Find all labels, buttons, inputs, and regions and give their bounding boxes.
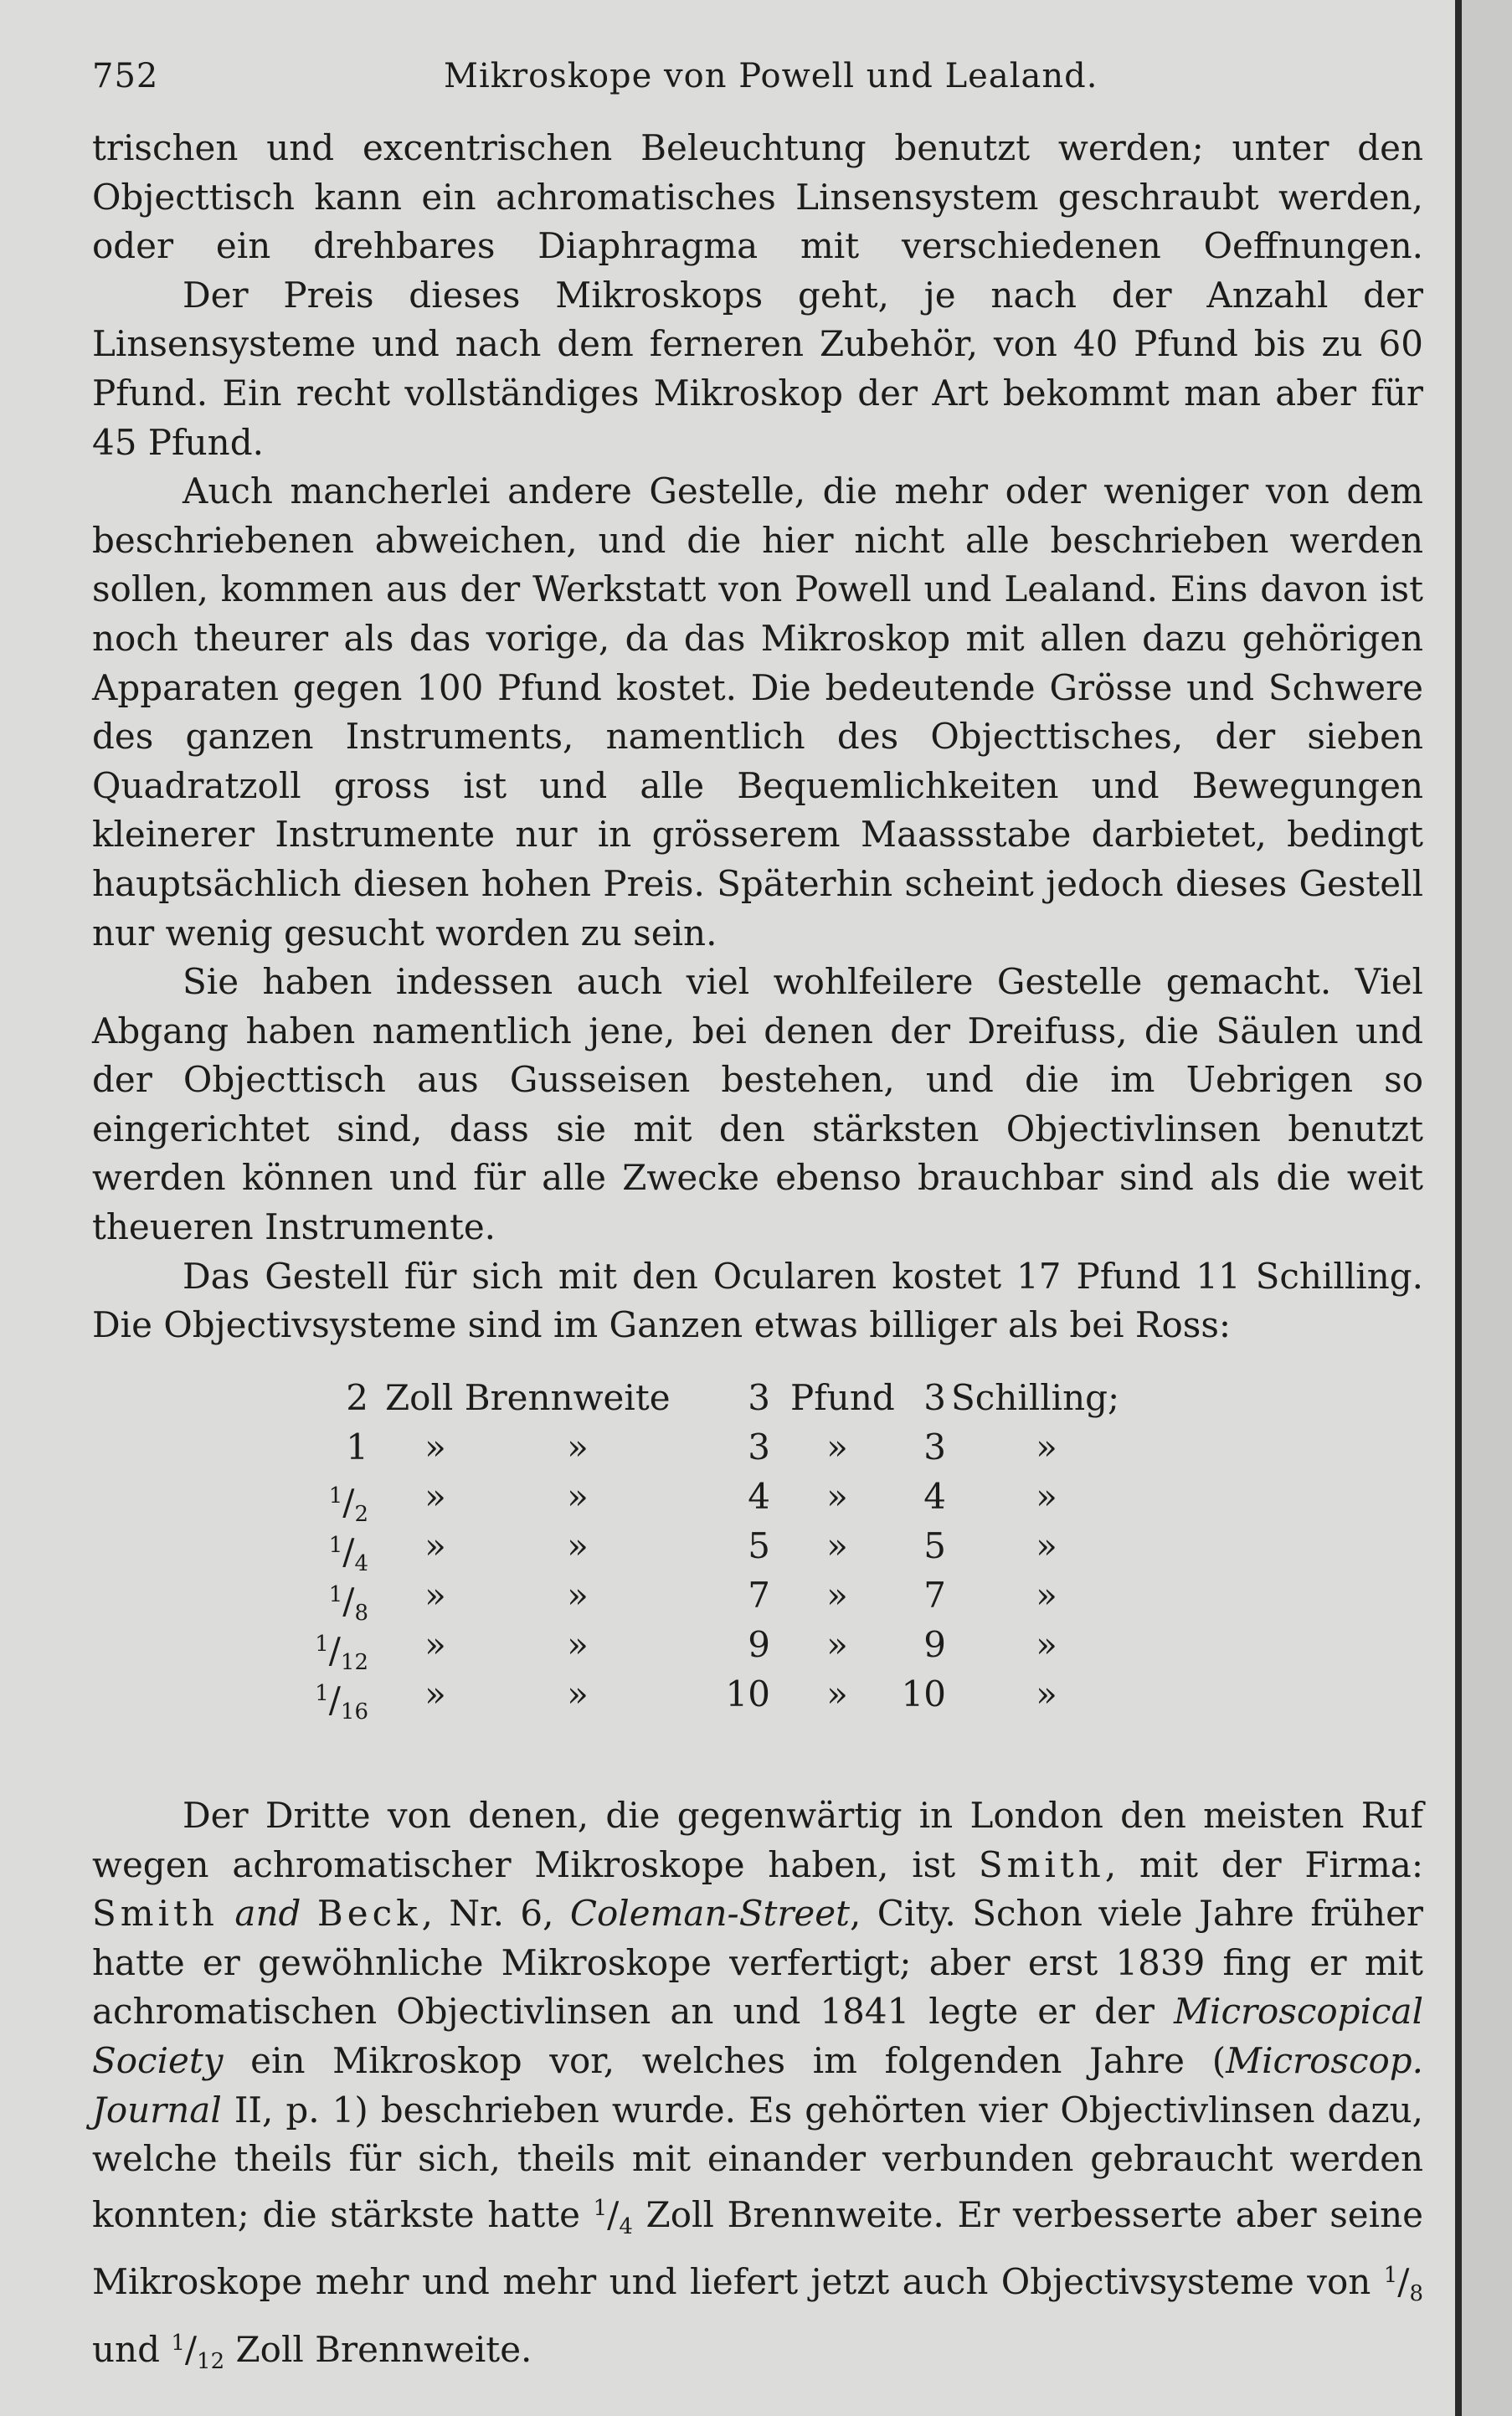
price-pfund: 7 <box>748 1575 770 1616</box>
price-pfund: 10 <box>725 1673 770 1714</box>
ditto-mark: » <box>826 1575 848 1616</box>
ditto-mark: » <box>567 1476 589 1517</box>
ditto-mark: » <box>826 1624 848 1665</box>
price-schilling: 10 <box>901 1673 946 1714</box>
ditto-mark: » <box>424 1673 446 1714</box>
ditto-mark: » <box>1036 1624 1057 1665</box>
ditto-mark: » <box>567 1624 589 1665</box>
price-schilling: 7 <box>923 1575 946 1616</box>
schilling-unit: Schilling; <box>951 1377 1120 1418</box>
focal-length: $^1/_2$ <box>328 1482 368 1527</box>
price-table <box>310 1373 1120 1725</box>
unit: Zoll Brennweite <box>385 1377 671 1418</box>
price-schilling: 5 <box>923 1525 946 1566</box>
price-pfund: 9 <box>748 1624 770 1665</box>
focal-length: 1 <box>346 1426 368 1468</box>
ditto-mark: » <box>424 1624 446 1665</box>
ditto-mark: » <box>567 1426 589 1468</box>
running-header <box>92 57 1423 107</box>
price-pfund: 3 <box>748 1426 770 1468</box>
page-edge <box>1455 0 1462 2416</box>
ditto-mark: » <box>567 1575 589 1616</box>
page-number: 752 <box>92 57 159 95</box>
ditto-mark: » <box>1036 1476 1057 1517</box>
ditto-mark: » <box>567 1525 589 1566</box>
price-pfund: 3 <box>748 1377 770 1418</box>
ditto-mark: » <box>826 1476 848 1517</box>
paragraph: Das Gestell für sich mit den Ocularen kostet 17 Pfund 11 Schilling. Die Objectivsysteme sind im Ganzen etwas billiger als bei Ross: <box>92 1255 1423 1346</box>
table-row <box>310 1422 1113 1472</box>
price-pfund: 4 <box>748 1476 770 1517</box>
body-text-top <box>92 124 1423 1350</box>
table-row <box>310 1472 1113 1527</box>
body-text-bottom <box>92 1791 1423 2387</box>
page-edge-shadow <box>1462 0 1512 2416</box>
ditto-mark: » <box>1036 1525 1057 1566</box>
paragraph: Der Preis dieses Mikroskops geht, je nach der Anzahl der Linsensysteme und nach dem ferneren Zubehör, von 40 Pfund bis zu 60 Pfund. Ein recht vollständiges Mikroskop der Art bekommt man aber für 45 Pfund. <box>92 274 1423 463</box>
price-schilling: 3 <box>923 1377 946 1418</box>
paragraph: Sie haben indessen auch viel wohlfeilere Gestelle gemacht. Viel Abgang haben namentlich jene, bei denen der Dreifuss, die Säulen und der Objecttisch aus Gusseisen bestehen, und die im Uebrigen so eingerichtet sind, dass sie mit den stärksten Objectivlinsen benutzt werden können und für alle Zwecke ebenso brauchbar sind als die weit theueren Instrumente. <box>92 961 1423 1248</box>
ditto-mark: » <box>424 1476 446 1517</box>
ditto-mark: » <box>567 1673 589 1714</box>
table-row <box>310 1521 1113 1576</box>
running-title: Mikroskope von Powell und Lealand. <box>444 57 1098 95</box>
ditto-mark: » <box>826 1673 848 1714</box>
paragraph: Auch mancherlei andere Gestelle, die mehr oder weniger von dem beschriebenen abweichen, und die hier nicht alle beschrieben werden sollen, kommen aus der Werkstatt von Powell und Lealand. Eins davon ist noch theurer als das vorige, da das Mikroskop mit allen dazu gehörigen Apparaten gegen 100 Pfund kostet. Die bedeutende Grösse und Schwere des ganzen Instruments, namentlich des Objecttisches, der sieben Quadratzoll gross ist und alle Bequemlichkeiten und Bewegungen kleinerer Instrumente nur in grösserem Maassstabe darbietet, bedingt hauptsächlich diesen hohen Preis. Späterhin scheint jedoch dieses Gestell nur wenig gesucht worden zu sein. <box>92 470 1423 954</box>
price-schilling: 4 <box>923 1476 946 1517</box>
price-schilling: 9 <box>923 1624 946 1665</box>
paragraph: trischen und excentrischen Beleuchtung benutzt werden; unter den Objecttisch kann ein achromatisches Linsensystem geschraubt werden, oder ein drehbares Diaphragma mit verschiedenen Oeffnungen. <box>92 127 1423 267</box>
ditto-mark: » <box>826 1426 848 1468</box>
focal-length: $^1/_8$ <box>328 1581 368 1626</box>
ditto-mark: » <box>1036 1575 1057 1616</box>
ditto-mark: » <box>424 1426 446 1468</box>
focal-length: $^1/_4$ <box>328 1531 368 1576</box>
focal-length: $^1/_{12}$ <box>315 1630 368 1675</box>
table-row <box>310 1620 1113 1675</box>
ditto-mark: » <box>826 1525 848 1566</box>
pfund-unit: Pfund <box>790 1377 895 1418</box>
price-pfund: 5 <box>748 1525 770 1566</box>
table-row <box>310 1373 1120 1422</box>
ditto-mark: » <box>424 1575 446 1616</box>
table-row <box>310 1669 1113 1725</box>
focal-length: $^1/_{16}$ <box>315 1679 368 1725</box>
ditto-mark: » <box>1036 1426 1057 1468</box>
paragraph-smith: Der Dritte von denen, die gegenwärtig in London den meisten Ruf wegen achromatischer Mikroskope haben, ist Smith, mit der Firma: Smith and Beck, Nr. 6, Coleman-Street, City. Schon viele Jahre früher hatte er gewöhnliche Mikroskope verfertigt; aber erst 1839 fing er mit achromatischen Objectivlinsen an und 1841 legte er der Microscopical Society ein Mikroskop vor, welches im folgenden Jahre (Microscop. Journal II, p. 1) beschrieben wurde. Es gehörten vier Objectivlinsen dazu, welche theils für sich, theils mit einander verbunden gebraucht werden konnten; die stärkste hatte $^1/_4$ Zoll Brennweite. Er verbesserte aber seine Mikroskope mehr und mehr und liefert jetzt auch Objectivsysteme von $^1/_8$ und $^1/_{12}$ Zoll Brennweite. <box>92 1795 1424 2374</box>
table-row <box>310 1570 1113 1626</box>
ditto-mark: » <box>1036 1673 1057 1714</box>
ditto-mark: » <box>424 1525 446 1566</box>
price-schilling: 3 <box>923 1426 946 1468</box>
focal-length: 2 <box>346 1377 368 1418</box>
